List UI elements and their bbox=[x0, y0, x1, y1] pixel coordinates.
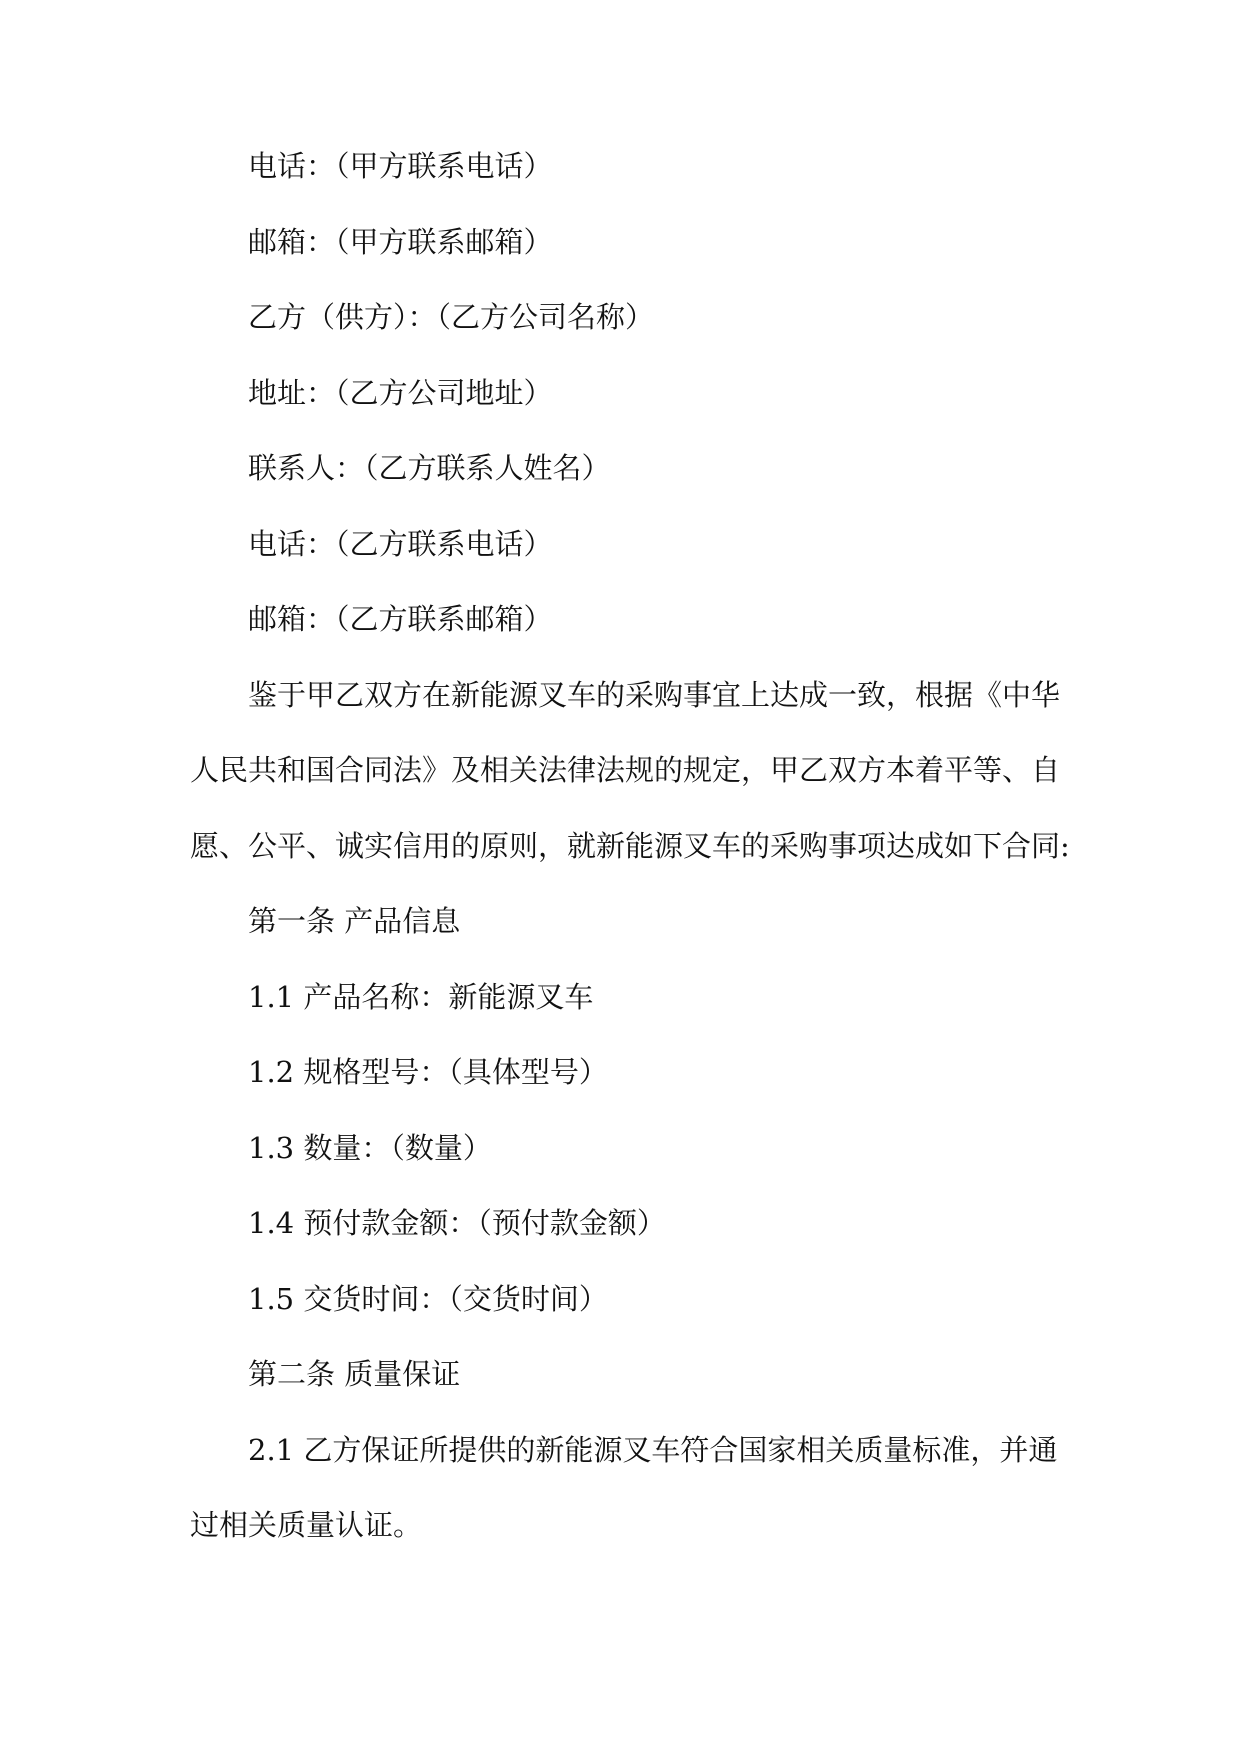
article-1-item-1-2: 1.2 规格型号：（具体型号） bbox=[248, 1055, 608, 1089]
party-b-phone: 电话：（乙方联系电话） bbox=[248, 526, 553, 561]
article-2-title: 第二条 质量保证 bbox=[248, 1357, 461, 1391]
article-1-item-1-5: 1.5 交货时间：（交货时间） bbox=[248, 1281, 608, 1316]
contract-body bbox=[190, 144, 1070, 1579]
preamble-line-1: 鉴于甲乙双方在新能源叉车的采购事宜上达成一致，根据《中华 bbox=[248, 677, 1061, 712]
clause-2-1-line-1: 2.1 乙方保证所提供的新能源叉车符合国家相关质量标准，并通 bbox=[248, 1432, 1058, 1467]
party-b-email: 邮箱：（乙方联系邮箱） bbox=[248, 602, 553, 636]
article-1-item-1-4: 1.4 预付款金额：（预付款金额） bbox=[248, 1206, 666, 1240]
party-b-address: 地址：（乙方公司地址） bbox=[248, 375, 553, 410]
clause-2-1-line-2: 过相关质量认证。 bbox=[190, 1508, 423, 1542]
party-a-phone: 电话：（甲方联系电话） bbox=[248, 149, 553, 183]
article-1-item-1-3: 1.3 数量：（数量） bbox=[248, 1130, 492, 1165]
preamble-line-2: 人民共和国合同法》及相关法律法规的规定，甲乙双方本着平等、自 bbox=[190, 753, 1061, 787]
party-a-email: 邮箱：（甲方联系邮箱） bbox=[248, 224, 553, 259]
article-1-item-1-1: 1.1 产品名称：新能源叉车 bbox=[248, 979, 594, 1014]
party-b-contact: 联系人：（乙方联系人姓名） bbox=[248, 451, 611, 485]
preamble-line-3: 愿、公平、诚实信用的原则，就新能源叉车的采购事项达成如下合同: bbox=[190, 828, 1070, 863]
article-1-title: 第一条 产品信息 bbox=[248, 904, 461, 938]
party-b-name: 乙方（供方）：（乙方公司名称） bbox=[248, 300, 655, 334]
